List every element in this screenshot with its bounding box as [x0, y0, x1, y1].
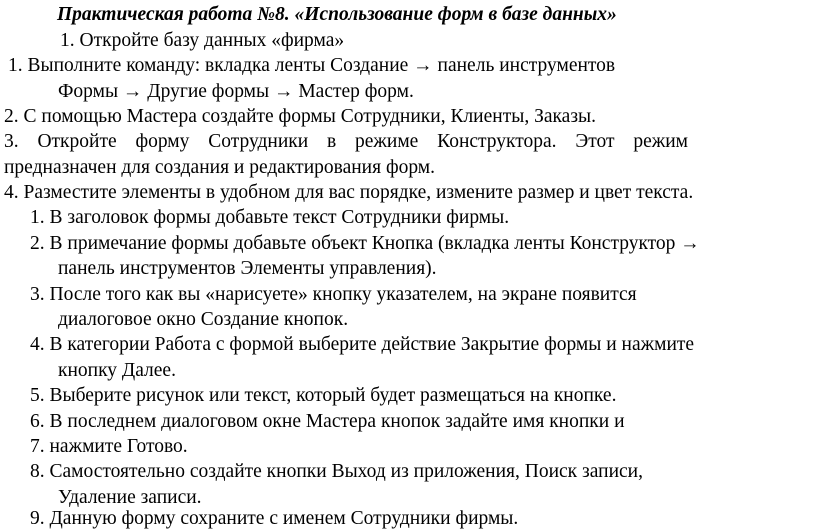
text-line-15: 5. Выберите рисунок или текст, который будет размещаться на кнопке. [30, 385, 617, 406]
text-line-13: 4. В категории Работа с формой выберите действие Закрытие формы и нажмите [30, 334, 695, 355]
text-line-1: 1. Откройте базу данных «фирма» [60, 30, 345, 51]
text-line-7: 4. Разместите элементы в удобном для вас порядке, измените размер и цвет текста. [4, 182, 694, 203]
document-title: Практическая работа №8. «Использование форм в базе данных» [57, 4, 617, 25]
text-line-16: 6. В последнем диалоговом окне Мастера кнопок задайте имя кнопки и [30, 411, 625, 432]
text-line-18: 8. Самостоятельно создайте кнопки Выход из приложения, Поиск записи, [30, 461, 643, 482]
text-line-2: 1. Выполните команду: вкладка ленты Создание → панель инструментов [8, 55, 616, 76]
text-line-11: 3. После того как вы «нарисуете» кнопку указателем, на экране появится [30, 284, 637, 305]
text-line-17: 7. нажмите Готово. [30, 436, 188, 457]
text-line-6: предназначен для создания и редактирования форм. [4, 157, 436, 178]
text-line-14: кнопку Далее. [58, 360, 176, 381]
text-line-12: диалоговое окно Создание кнопок. [58, 309, 349, 330]
text-line-9: 2. В примечание формы добавьте объект Кнопка (вкладка ленты Конструктор → [30, 233, 700, 254]
text-line-20: 9. Данную форму сохраните с именем Сотрудники фирмы. [30, 508, 519, 529]
text-line-10: панель инструментов Элементы управления). [58, 258, 437, 279]
text-line-3: Формы → Другие формы → Мастер форм. [58, 81, 414, 102]
text-line-19: Удаление записи. [58, 487, 202, 508]
text-line-8: 1. В заголовок формы добавьте текст Сотрудники фирмы. [30, 207, 510, 228]
text-line-4: 2. С помощью Мастера создайте формы Сотрудники, Клиенты, Заказы. [4, 106, 597, 127]
text-line-5: 3. Откройте форму Сотрудники в режиме Конструктора. Этот режим [4, 131, 688, 152]
